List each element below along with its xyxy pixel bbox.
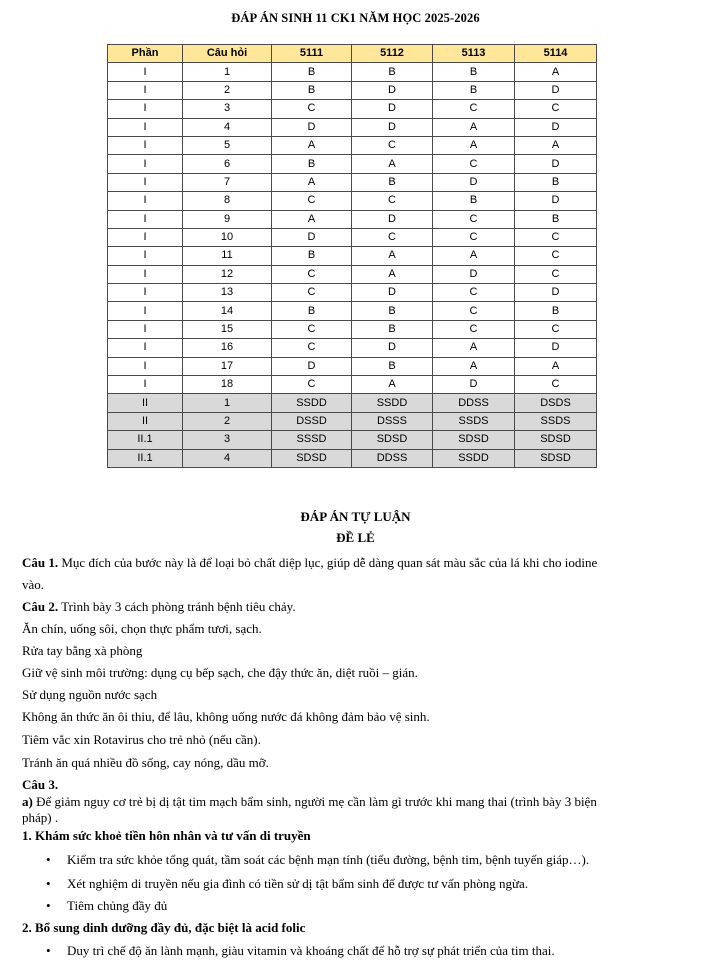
header-cell: 5114 (515, 45, 597, 63)
table-cell: D (352, 210, 433, 228)
table-cell: I (108, 265, 183, 283)
table-cell: 4 (183, 118, 272, 136)
table-cell: D (352, 100, 433, 118)
answer-line: Rửa tay bằng xà phòng (22, 643, 143, 658)
header-cell: Phần (108, 45, 183, 63)
table-cell: D (515, 339, 597, 357)
bullet-item: Tiêm chủng đầy đủ (67, 898, 168, 913)
table-cell: C (352, 192, 433, 210)
table-row (108, 210, 597, 228)
table-cell: C (433, 302, 515, 320)
bullet-icon: • (46, 876, 51, 891)
table-cell: D (352, 339, 433, 357)
section-heading: 1. Khám sức khoẻ tiền hôn nhân và tư vấn di truyền (22, 828, 311, 843)
table-cell: SDSD (515, 431, 597, 449)
question-label: Câu 1. (22, 555, 59, 570)
header-cell: 5111 (272, 45, 352, 63)
table-row (108, 118, 597, 136)
table-cell: C (433, 210, 515, 228)
table-row (108, 302, 597, 320)
table-cell: B (352, 302, 433, 320)
table-cell: I (108, 173, 183, 191)
question-2 (22, 599, 697, 615)
table-cell: 6 (183, 155, 272, 173)
table-cell: A (515, 63, 597, 81)
question-text: Mục đích của bước này là để loại bỏ chất diệp lục, giúp dễ dàng quan sát màu sắc của lá khi cho iodine (58, 555, 598, 570)
table-cell: B (433, 81, 515, 99)
table-cell: I (108, 228, 183, 246)
bullet-item: Xét nghiệm di truyền nếu gia đình có tiền sử dị tật bẩm sinh để được tư vấn phòng ngừa. (67, 876, 529, 891)
question-label: a) (22, 794, 33, 809)
table-cell: C (433, 228, 515, 246)
table-cell: I (108, 63, 183, 81)
table-cell: SDSD (515, 449, 597, 467)
table-row (108, 265, 597, 283)
essay-subheading: ĐỀ LẺ (336, 530, 375, 545)
table-cell: C (515, 247, 597, 265)
table-cell: A (352, 155, 433, 173)
table-cell: DSSS (352, 412, 433, 430)
table-cell: 11 (183, 247, 272, 265)
table-cell: D (515, 81, 597, 99)
table-cell: SSDS (515, 412, 597, 430)
table-cell: II (108, 394, 183, 412)
table-cell: II.1 (108, 449, 183, 467)
table-row (108, 63, 597, 81)
table-cell: C (272, 100, 352, 118)
table-row (108, 81, 597, 99)
table-cell: 7 (183, 173, 272, 191)
table-cell: 1 (183, 394, 272, 412)
table-cell: II.1 (108, 431, 183, 449)
table-cell: C (515, 376, 597, 394)
table-cell: D (515, 284, 597, 302)
table-cell: B (352, 320, 433, 338)
table-cell: D (352, 118, 433, 136)
table-row (108, 136, 597, 154)
table-cell: C (433, 155, 515, 173)
essay-heading: ĐÁP ÁN TỰ LUẬN (300, 509, 411, 524)
table-cell: C (352, 136, 433, 154)
bullet-item: Duy trì chế độ ăn lành mạnh, giàu vitamin và khoáng chất để hỗ trợ sự phát triển của tim thai. (67, 943, 555, 958)
table-cell: D (515, 118, 597, 136)
answer-line: Tiêm vắc xin Rotavirus cho trẻ nhỏ (nếu cần). (22, 732, 261, 747)
answer-line: Tránh ăn quá nhiều đồ sống, cay nóng, dầu mỡ. (22, 755, 269, 770)
table-cell: SDSD (433, 431, 515, 449)
question-3a-cont: pháp) . (22, 810, 59, 825)
table-cell: D (352, 284, 433, 302)
table-row (108, 155, 597, 173)
table-cell: I (108, 81, 183, 99)
table-cell: 18 (183, 376, 272, 394)
table-cell: C (272, 192, 352, 210)
header-cell: 5113 (433, 45, 515, 63)
table-cell: I (108, 100, 183, 118)
bullet-icon: • (46, 943, 51, 958)
table-cell: B (433, 192, 515, 210)
table-cell: C (272, 339, 352, 357)
table-cell: D (352, 81, 433, 99)
table-cell: C (272, 265, 352, 283)
table-cell: SSSD (272, 431, 352, 449)
table-cell: DDSS (352, 449, 433, 467)
table-cell: B (352, 357, 433, 375)
table-cell: C (433, 100, 515, 118)
table-row (108, 173, 597, 191)
table-cell: I (108, 210, 183, 228)
table-cell: B (272, 302, 352, 320)
table-cell: 2 (183, 81, 272, 99)
table-cell: A (352, 376, 433, 394)
answer-line: Ăn chín, uống sôi, chọn thực phẩm tươi, sạch. (22, 621, 262, 636)
table-cell: 13 (183, 284, 272, 302)
section-heading: 2. Bổ sung dinh dưỡng đầy đủ, đặc biệt là acid folic (22, 920, 306, 935)
answer-line: Giữ vệ sinh môi trường: dụng cụ bếp sạch, che đậy thức ăn, diệt ruồi – gián. (22, 665, 418, 680)
table-cell: D (433, 376, 515, 394)
table-cell: B (433, 63, 515, 81)
table-cell: I (108, 118, 183, 136)
table-cell: 17 (183, 357, 272, 375)
table-row (108, 228, 597, 246)
table-cell: B (272, 63, 352, 81)
question-text: Trình bày 3 cách phòng tránh bệnh tiêu chảy. (58, 599, 296, 614)
table-cell: D (433, 173, 515, 191)
table-cell: I (108, 192, 183, 210)
table-cell: I (108, 376, 183, 394)
table-header-row (108, 45, 597, 63)
table-cell: II (108, 412, 183, 430)
bullet-icon: • (46, 898, 51, 913)
table-cell: DSSD (272, 412, 352, 430)
table-row (108, 357, 597, 375)
table-cell: I (108, 155, 183, 173)
table-cell: 12 (183, 265, 272, 283)
table-cell: SDSD (352, 431, 433, 449)
table-cell: C (272, 284, 352, 302)
question-1-cont: vào. (22, 577, 45, 592)
table-cell: SSDD (272, 394, 352, 412)
table-cell: A (272, 173, 352, 191)
table-row (108, 247, 597, 265)
table-cell: D (272, 118, 352, 136)
table-cell: D (515, 155, 597, 173)
table-cell: C (515, 265, 597, 283)
table-cell: C (272, 376, 352, 394)
table-cell: SSDS (433, 412, 515, 430)
table-cell: B (272, 155, 352, 173)
table-cell: A (352, 247, 433, 265)
table-row (108, 100, 597, 118)
table-cell: 3 (183, 431, 272, 449)
table-cell: A (433, 357, 515, 375)
table-cell: A (433, 339, 515, 357)
table-cell: SSDD (433, 449, 515, 467)
table-cell: C (272, 320, 352, 338)
table-cell: I (108, 320, 183, 338)
table-cell: I (108, 357, 183, 375)
table-cell: A (272, 210, 352, 228)
table-cell: A (433, 118, 515, 136)
table-row (108, 320, 597, 338)
table-cell: SDSD (272, 449, 352, 467)
question-label: Câu 2. (22, 599, 59, 614)
table-cell: B (352, 63, 433, 81)
table-cell: 16 (183, 339, 272, 357)
table-cell: 9 (183, 210, 272, 228)
table-cell: A (515, 136, 597, 154)
bullet-icon: • (46, 852, 51, 867)
table-cell: B (352, 173, 433, 191)
table-cell: C (352, 228, 433, 246)
table-cell: A (515, 357, 597, 375)
table-row (108, 339, 597, 357)
document-title: ĐÁP ÁN SINH 11 CK1 NĂM HỌC 2025-2026 (231, 11, 480, 25)
table-cell: 14 (183, 302, 272, 320)
answer-line: Không ăn thức ăn ôi thiu, để lâu, không uống nước đá không đảm bảo vệ sinh. (22, 709, 430, 724)
table-cell: A (272, 136, 352, 154)
table-cell: D (433, 265, 515, 283)
table-row (108, 449, 597, 467)
question-text: Để giảm nguy cơ trẻ bị dị tật tim mạch bẩm sinh, người mẹ cần làm gì trước khi mang thai (trình bày 3 biện (32, 794, 597, 809)
bullet-item: Kiểm tra sức khỏe tổng quát, tầm soát các bệnh mạn tính (tiểu đường, bệnh tim, bệnh tuyến giáp…). (67, 852, 590, 867)
table-cell: B (272, 247, 352, 265)
table-cell: C (515, 100, 597, 118)
table-cell: C (515, 320, 597, 338)
table-cell: DDSS (433, 394, 515, 412)
answer-table (107, 44, 597, 468)
table-cell: I (108, 247, 183, 265)
table-cell: DSDS (515, 394, 597, 412)
table-cell: B (515, 210, 597, 228)
table-cell: C (515, 228, 597, 246)
table-cell: 15 (183, 320, 272, 338)
table-cell: I (108, 302, 183, 320)
table-cell: 10 (183, 228, 272, 246)
table-row (108, 412, 597, 430)
table-body (108, 63, 597, 468)
table-cell: D (272, 357, 352, 375)
table-cell: B (515, 173, 597, 191)
table-cell: D (515, 192, 597, 210)
table-cell: B (272, 81, 352, 99)
answer-line: Sử dụng nguồn nước sạch (22, 687, 158, 702)
table-cell: 4 (183, 449, 272, 467)
table-cell: 3 (183, 100, 272, 118)
table-row (108, 431, 597, 449)
table-cell: C (433, 284, 515, 302)
table-row (108, 284, 597, 302)
table-cell: I (108, 339, 183, 357)
table-row (108, 394, 597, 412)
header-cell: 5112 (352, 45, 433, 63)
table-row (108, 376, 597, 394)
question-3a (22, 794, 697, 810)
table-cell: D (272, 228, 352, 246)
question-3-label: Câu 3. (22, 777, 59, 792)
table-cell: A (433, 247, 515, 265)
table-cell: 8 (183, 192, 272, 210)
table-cell: 5 (183, 136, 272, 154)
header-cell: Câu hỏi (183, 45, 272, 63)
table-cell: 2 (183, 412, 272, 430)
table-cell: 1 (183, 63, 272, 81)
table-cell: I (108, 284, 183, 302)
table-cell: A (352, 265, 433, 283)
table-cell: SSDD (352, 394, 433, 412)
question-1 (22, 555, 697, 571)
table-cell: B (515, 302, 597, 320)
table-cell: A (433, 136, 515, 154)
table-cell: C (433, 320, 515, 338)
table-row (108, 192, 597, 210)
table-cell: I (108, 136, 183, 154)
